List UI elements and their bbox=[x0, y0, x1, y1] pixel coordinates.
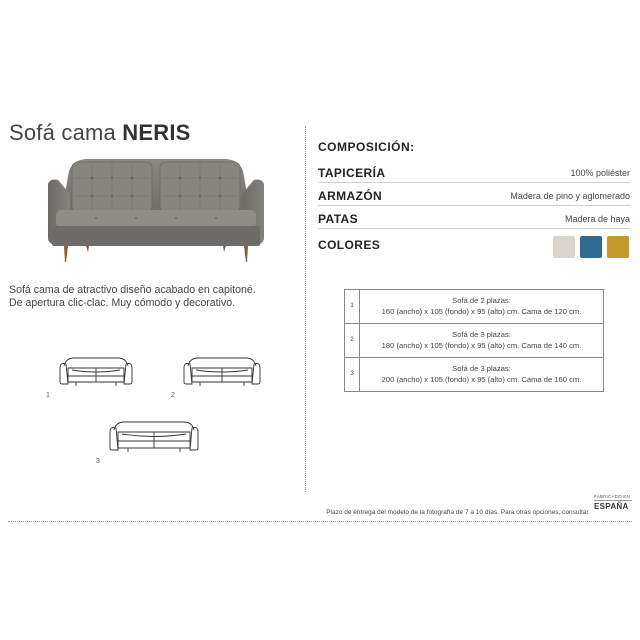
vertical-divider bbox=[305, 126, 306, 492]
sizes-table bbox=[344, 289, 604, 392]
horizontal-divider bbox=[8, 521, 632, 522]
table-row bbox=[345, 324, 604, 358]
blue-swatch[interactable] bbox=[580, 236, 602, 258]
spec-value: Madera de haya bbox=[564, 214, 630, 224]
size-dimensions: 160 (ancho) x 105 (fondo) x 95 (alto) cm. Cama de 120 cm. bbox=[381, 306, 582, 316]
colors-row bbox=[318, 236, 630, 254]
sofa-image bbox=[46, 154, 266, 266]
spec-label: TAPICERÍA bbox=[318, 166, 386, 180]
made-in-country: ESPAÑA bbox=[594, 500, 632, 511]
product-title-bold: NERIS bbox=[122, 120, 191, 145]
beige-swatch[interactable] bbox=[553, 236, 575, 258]
colors-label: COLORES bbox=[318, 238, 381, 252]
size-number: 3 bbox=[345, 358, 360, 392]
table-row bbox=[345, 290, 604, 324]
diagram-label-2: 2 bbox=[171, 392, 175, 399]
size-number: 2 bbox=[345, 324, 360, 358]
size-title: Sofá de 2 plazas: bbox=[452, 296, 511, 305]
description-line-1: Sofá cama de atractivo diseño acabado en capitoné. bbox=[9, 284, 256, 296]
delivery-note: Plazo de entrega del modelo de la fotografía de 7 a 10 días. Para otras opciones, consultar. bbox=[326, 509, 590, 516]
sofa-bed-diagram-3 bbox=[106, 420, 202, 462]
size-cell bbox=[360, 324, 604, 358]
size-number: 1 bbox=[345, 290, 360, 324]
sofa-bed-diagram-2 bbox=[180, 356, 264, 396]
spec-value: 100% poliéster bbox=[570, 168, 630, 178]
size-cell bbox=[360, 290, 604, 324]
size-dimensions: 200 (ancho) x 105 (fondo) x 95 (alto) cm. Cama de 160 cm. bbox=[381, 374, 582, 384]
size-dimensions: 180 (ancho) x 105 (fondo) x 95 (alto) cm. Cama de 140 cm. bbox=[381, 340, 582, 350]
diagram-label-3: 3 bbox=[96, 458, 100, 465]
product-title-light: Sofá cama bbox=[9, 120, 116, 145]
description-line-2: De apertura clic-clac. Muy cómodo y decorativo. bbox=[9, 297, 236, 309]
sofa-bed-diagram-1 bbox=[56, 356, 136, 396]
spec-row-tapiceria bbox=[318, 162, 630, 183]
size-cell bbox=[360, 358, 604, 392]
diagram-label-1: 1 bbox=[46, 392, 50, 399]
mustard-swatch[interactable] bbox=[607, 236, 629, 258]
spec-label: PATAS bbox=[318, 212, 358, 226]
spec-label: ARMAZÓN bbox=[318, 189, 383, 203]
size-title: Sofá de 3 plazas: bbox=[452, 330, 511, 339]
table-row bbox=[345, 358, 604, 392]
spec-row-armazon bbox=[318, 185, 630, 206]
spec-value: Madera de pino y aglomerado bbox=[510, 191, 630, 201]
made-in-small: FABRICADO EN bbox=[594, 494, 630, 499]
spec-row-patas bbox=[318, 208, 630, 229]
size-title: Sofá de 3 plazas: bbox=[452, 364, 511, 373]
composition-heading: COMPOSICIÓN: bbox=[318, 140, 415, 154]
made-in-badge bbox=[594, 494, 632, 511]
product-description bbox=[9, 284, 299, 310]
product-title bbox=[9, 120, 191, 146]
